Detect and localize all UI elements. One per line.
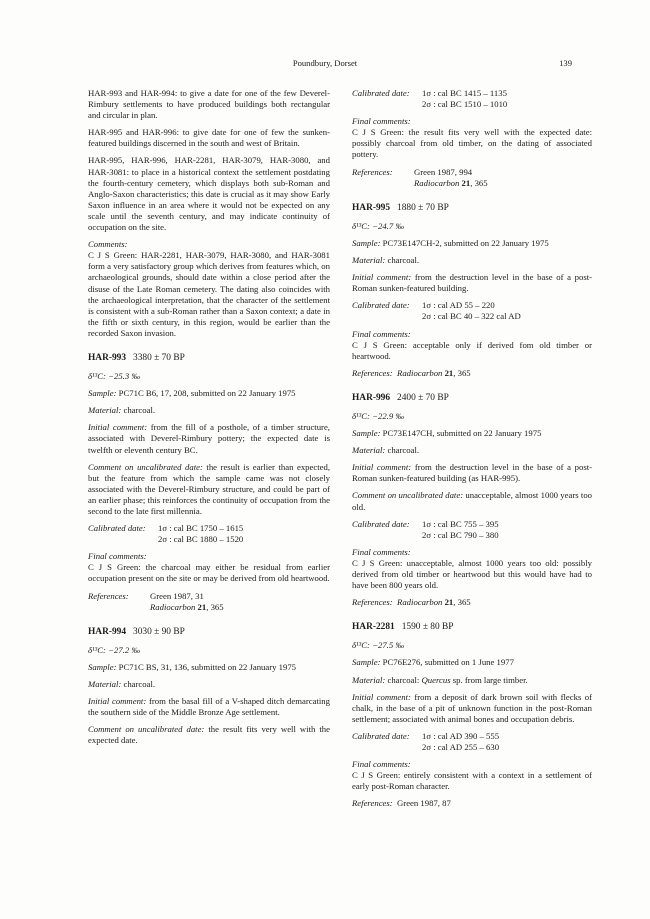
reference-page: , 365 [453,597,471,608]
entry-heading [352,393,592,404]
initial-comment [352,692,592,725]
sample-label: Sample: [352,237,381,248]
references [88,591,330,613]
initial-comment-text: from the destruction level in the base of a post-Roman sunken-featured building (as HAR-995). [352,462,593,484]
references [352,597,592,608]
references-label: References: [88,590,129,601]
sample-label: Sample: [88,388,117,399]
running-title: Poundbury, Dorset [292,58,358,68]
uncalibrated-comment [88,462,330,517]
sample-line [88,662,330,673]
uncalibrated-comment-text: the result fits very well with the expected date. [88,724,331,746]
uncalibrated-comment-label: Comment on uncalibrated date: [88,724,205,735]
material-genus: Quercus [421,674,451,685]
sample-value: PC73E147CH-2, submitted on 22 January 1975 [382,237,549,248]
reference-2 [414,178,488,189]
entry-heading [352,622,592,633]
bp-date: 3380 ± 70 BP [133,352,185,363]
references [352,368,592,379]
final-comments-label: Final comments: [352,759,411,770]
initial-comment [88,696,330,718]
reference-page: , 365 [453,367,471,378]
delta-13c: δ¹³C: −22.9 ‰ [352,410,405,421]
material-line [352,255,592,266]
calibrated-2-sigma: 2σ : cal BC 1510 – 1010 [422,99,508,110]
reference-1: Green 1987, 994 [414,166,473,177]
bp-date: 3030 ± 90 BP [133,626,185,637]
reference-1: Green 1987, 87 [397,798,451,809]
material-line [352,675,592,686]
material-value: charcoal. [123,679,156,690]
lab-code: HAR-995 [352,202,391,213]
calibrated-1-sigma: 1σ : cal AD 55 – 220 [422,300,495,311]
bp-date: 1880 ± 70 BP [397,202,449,213]
page-number: 139 [559,58,572,68]
entry-har-994-continued [352,88,592,189]
delta-13c: δ¹³C: −24.7 ‰ [352,220,405,231]
sample-label: Sample: [352,657,381,668]
entry-heading [88,353,330,364]
reference-volume: 21 [461,177,471,188]
material-line [352,445,592,456]
entry-har-2281 [352,622,592,809]
initial-comment [352,462,592,484]
material-value: charcoal. [387,255,420,266]
reference-2 [150,602,224,613]
references-label: References: [352,166,393,177]
material-detail: sp. from large timber. [452,674,528,685]
comments-text: C J S Green: HAR-2281, HAR-3079, HAR-3080, and HAR-3081 form a very satisfactory group which derives from features which, on archaeological grounds, should date within a close period after the disuse of the Late Roman cemetery. The dating also coincides with the archaeological interpretation, that the character of the settlement is consistent with a sub-Roman rather than a Saxon context; a date in the fifth or sixth century, in this region, would be earlier than the recorded Saxon invasion. [88,250,330,338]
reference-journal: Radiocarbon [397,367,443,378]
references-label: References: [352,798,393,809]
intro-paragraph-1: HAR-993 and HAR-994: to give a date for one of the few Deverel-Rimbury settlements to have produced buildings both rectangular and circular in plan. [88,88,330,121]
reference-journal: Radiocarbon [414,177,460,188]
comments-label: Comments: [88,239,128,250]
sample-value: PC71C BS, 31, 136, submitted on 22 January 1975 [118,661,297,672]
bp-date: 2400 ± 70 BP [397,392,449,403]
entry-har-993 [88,353,330,613]
calibrated-1-sigma: 1σ : cal BC 1750 – 1615 [158,523,244,534]
entry-har-996 [352,393,592,608]
initial-comment-label: Initial comment: [88,696,147,707]
reference-page: , 365 [206,601,224,612]
uncalibrated-comment [88,724,330,746]
uncalibrated-comment-text: the result is earlier than expected, but the feature from which the sample came was not closely associated with the Deverel-Rimbury structure, and could be part of an earlier phase; this reinforces the continuity of occupation from the second to the late first millennia. [88,461,331,516]
sample-line [352,428,592,439]
lab-code: HAR-993 [88,352,127,363]
calibrated-date [352,519,592,541]
calibrated-date [352,300,592,322]
sample-value: PC71C B6, 17, 208, submitted on 22 January 1975 [118,388,296,399]
calibrated-2-sigma: 2σ : cal BC 40 – 322 cal AD [422,311,521,322]
references [352,167,592,189]
calibrated-2-sigma: 2σ : cal BC 1880 – 1520 [158,534,244,545]
entry-heading [352,203,592,214]
lab-code: HAR-996 [352,392,391,403]
material-label: Material: [88,679,122,690]
lab-code: HAR-2281 [352,622,395,633]
reference-volume: 21 [444,597,454,608]
sample-label: Sample: [88,661,117,672]
reference-page: , 365 [470,177,488,188]
material-line [88,679,330,690]
material-label: Material: [352,674,386,685]
references-label: References: [352,597,393,608]
calibrated-2-sigma: 2σ : cal BC 790 – 380 [422,529,499,540]
initial-comment [352,272,592,294]
sample-line [88,388,330,399]
calibrated-date [352,731,592,753]
initial-comment-label: Initial comment: [352,462,412,473]
bp-date: 1590 ± 80 BP [401,622,454,633]
uncalibrated-comment-label: Comment on uncalibrated date: [352,490,464,501]
initial-comment-text: from the destruction level in the base of a post-Roman sunken-featured building. [352,272,593,294]
calibrated-1-sigma: 1σ : cal BC 755 – 395 [422,518,499,529]
final-comments-label: Final comments: [88,551,147,562]
intro-paragraph-3: HAR-995, HAR-996, HAR-2281, HAR-3079, HAR-3080, and HAR-3081: to place in a historical context the settlement postdating the fourth-century cemetery, which displays both sub-Roman and Anglo-Saxon characteristics; this date is crucial as it may show Early Saxon influence in an area where it would not be expected on any scale until the seventh century, and may indicate continuity of occupation on the site. [88,155,330,233]
entry-har-994 [88,627,330,747]
left-column [88,88,330,753]
calibrated-date-label: Calibrated date: [352,518,410,529]
calibrated-2-sigma: 2σ : cal AD 255 – 630 [422,742,500,753]
uncalibrated-comment-text: unacceptable, almost 1000 years too old. [352,490,593,512]
final-comments-text: C J S Green: acceptable only if derived fom old timber or heartwood. [352,339,592,361]
calibrated-date-label: Calibrated date: [88,523,146,534]
lab-code: HAR-994 [88,626,127,637]
initial-comment-text: from the fill of a posthole, of a timber structure, associated with Deverel-Rimbury pottery; the expected date is twelfth or eleventh century BC. [88,422,330,455]
sample-line [352,657,592,668]
final-comments-text: C J S Green: the charcoal may either be residual from earlier occupation present on the site or may be derived from old heartwood. [88,562,330,584]
sample-line [352,238,592,249]
delta-13c: δ¹³C: −25.3 ‰ [88,371,141,382]
final-comments-label: Final comments: [352,328,411,339]
reference-volume: 21 [444,367,454,378]
calibrated-date [88,523,330,545]
reference-journal: Radiocarbon [150,601,196,612]
calibrated-date-label: Calibrated date: [352,300,410,311]
initial-comment-text: from a deposit of dark brown soil with flecks of chalk, in the base of a pit of unknown function in the post-Roman settlement; associated with animal bones and occupation debris. [352,691,592,724]
initial-comment-label: Initial comment: [352,691,411,702]
calibrated-date [352,88,592,110]
references [352,798,592,809]
entry-har-995 [352,203,592,379]
entry-heading [88,627,330,638]
right-column [352,88,592,816]
initial-comment-label: Initial comment: [352,272,412,283]
material-value: charcoal. [123,405,156,416]
initial-comment [88,422,330,455]
reference-1: Green 1987, 31 [150,590,204,601]
uncalibrated-comment-label: Comment on uncalibrated date: [88,461,203,472]
material-value: charcoal. [387,445,420,456]
initial-comment-label: Initial comment: [88,422,148,433]
references-label: References: [352,367,393,378]
sample-value: PC76E276, submitted on 1 June 1977 [382,657,514,668]
reference-volume: 21 [197,601,207,612]
material-value: charcoal: [387,674,420,685]
calibrated-1-sigma: 1σ : cal AD 390 – 555 [422,730,500,741]
intro-paragraph-2: HAR-995 and HAR-996: to give date for one of few the sunken-featured buildings discerned in the south and west of Britain. [88,127,330,149]
final-comments-text: C J S Green: entirely consistent with a context in a settlement of early post-Roman character. [352,770,592,792]
material-line [88,405,330,416]
calibrated-date-label: Calibrated date: [352,88,410,98]
calibrated-date-label: Calibrated date: [352,730,410,741]
final-comments-text: C J S Green: the result fits very well with the expected date: possibly charcoal from old timber, on the dating of associated pottery. [352,127,592,160]
uncalibrated-comment [352,490,592,512]
final-comments-text: C J S Green: unacceptable, almost 1000 years too old: possibly derived from old timber or heartwood but this would have had to have been 800 years old. [352,557,592,591]
initial-comment-text: from the basal fill of a V-shaped ditch demarcating the southern side of the Middle Bronze Age settlement. [88,696,330,718]
sample-value: PC73E147CH, submitted on 22 January 1975 [382,428,542,439]
running-header [0,58,650,72]
material-label: Material: [352,445,386,456]
sample-label: Sample: [352,428,381,439]
material-label: Material: [88,405,122,416]
material-label: Material: [352,255,386,266]
delta-13c: δ¹³C: −27.2 ‰ [88,644,141,655]
delta-13c: δ¹³C: −27.5 ‰ [352,640,405,651]
reference-journal: Radiocarbon [397,597,443,608]
final-comments-label: Final comments: [352,546,411,557]
calibrated-1-sigma: 1σ : cal BC 1415 – 1135 [422,88,507,98]
final-comments-label: Final comments: [352,116,411,127]
